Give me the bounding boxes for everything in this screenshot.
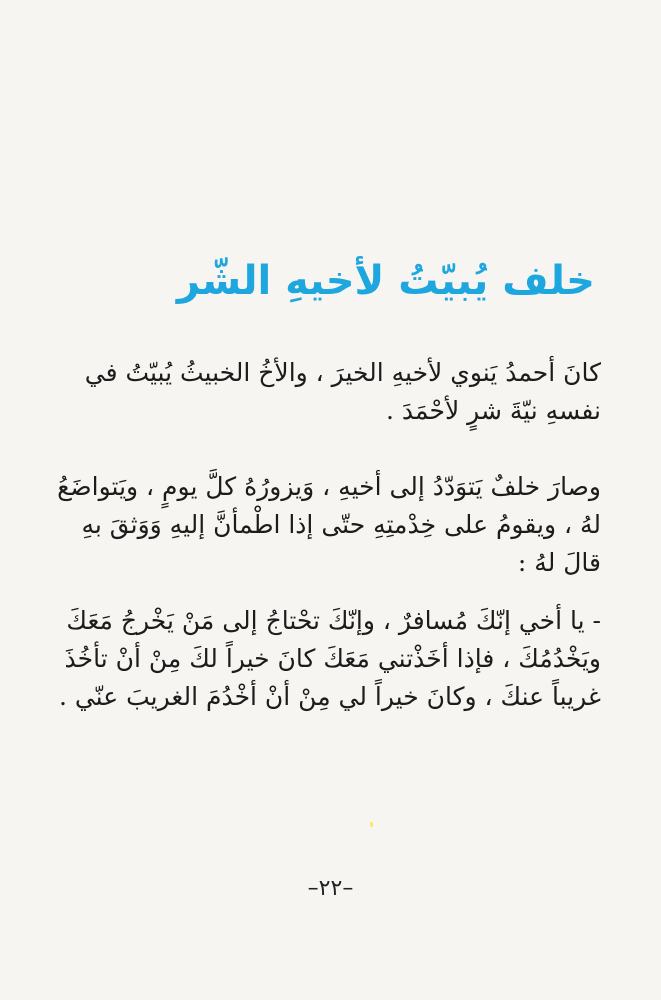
page-number: –٢٢– bbox=[307, 876, 354, 901]
story-title: خلف يُبيّتُ لأخيهِ الشّر bbox=[176, 258, 595, 304]
story-body bbox=[53, 354, 601, 716]
paragraph-3: - يا أخي إنّكَ مُسافرٌ ، وإنّكَ تحْتاجُ إلى مَنْ يَخْرجُ مَعَكَ ويَخْدُمُكَ ، فإذا أخَذْتني مَعَكَ كانَ خيراً لكَ مِنْ أنْ تأخُذَ غريباً عنكَ ، وكانَ خيراً لي مِنْ أنْ أخْدُمَ الغريبَ عنّي . bbox=[58, 606, 601, 711]
paragraph-2: وصارَ خلفٌ يَتوَدّدُ إلى أخيهِ ، وَيزورُهُ كلَّ يومٍ ، ويَتواضَعُ لهُ ، ويقومُ على خِدْمتِهِ حتّى إذا اطْمأنَّ إليهِ وَوَثقَ بهِ قالَ لهُ : bbox=[57, 472, 601, 577]
highlighter-mark bbox=[370, 822, 373, 827]
paragraph-1: كانَ أحمدُ يَنوي لأخيهِ الخيرَ ، والأخُ الخبيثُ يُبيّتُ في نفسهِ نيّةَ شرٍ لأحْمَدَ . bbox=[84, 358, 601, 425]
